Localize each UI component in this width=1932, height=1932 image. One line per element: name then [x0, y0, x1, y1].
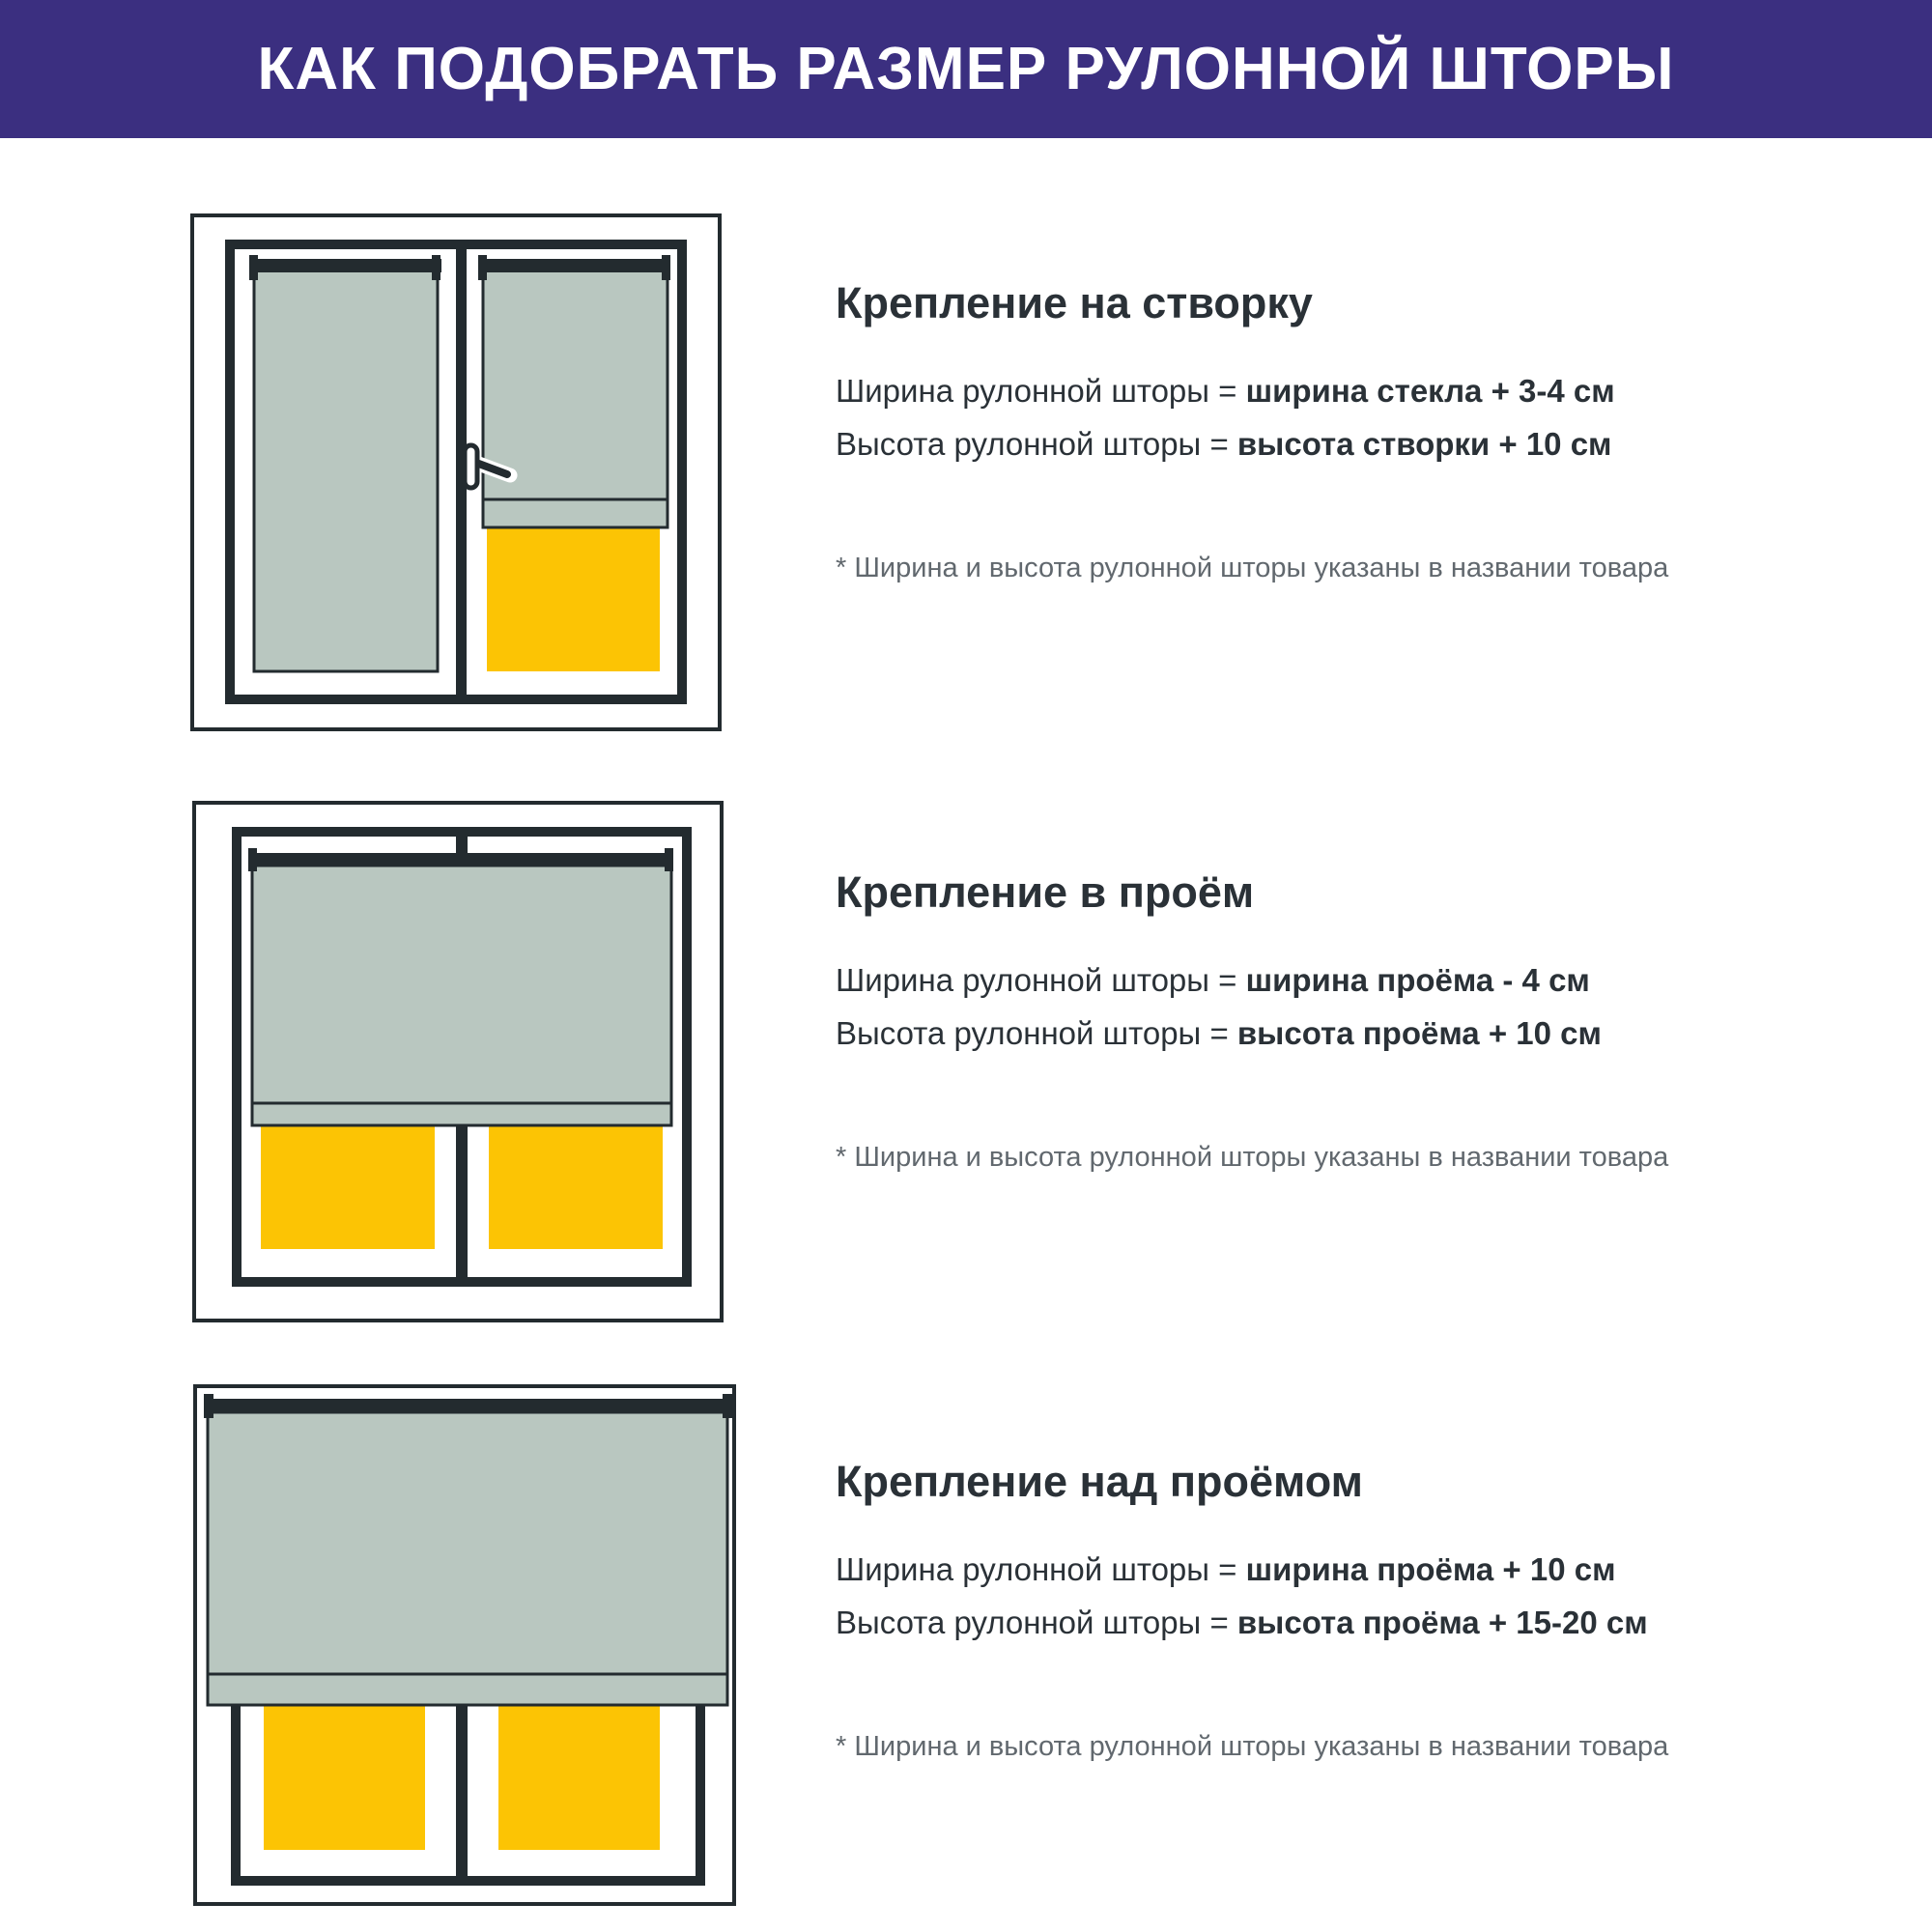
mounting-bracket — [249, 255, 258, 280]
height-formula — [836, 1605, 1648, 1641]
formula-value: ширина стекла + 3-4 см — [1245, 373, 1615, 409]
header-banner — [0, 0, 1932, 138]
glass-pane — [498, 1705, 660, 1850]
height-formula — [836, 426, 1611, 463]
section-footnote: * Ширина и высота рулонной шторы указаны в названии товара — [836, 1731, 1669, 1762]
formula-value: ширина проёма - 4 см — [1245, 962, 1590, 998]
mounting-bar — [206, 1399, 730, 1412]
formula-prefix: Высота рулонной шторы = — [836, 1015, 1229, 1051]
formula-value: высота створки + 10 см — [1236, 426, 1612, 462]
mounting-bracket — [248, 848, 257, 871]
width-formula — [836, 1551, 1615, 1588]
mounting-bracket — [478, 255, 487, 280]
page-title: КАК ПОДОБРАТЬ РАЗМЕР РУЛОННОЙ ШТОРЫ — [257, 36, 1675, 102]
mounting-bracket — [662, 255, 670, 280]
diagram-blind-in-opening-icon — [192, 801, 724, 1322]
glass-pane — [487, 527, 660, 671]
glass-pane — [489, 1125, 663, 1249]
section-heading: Крепление в проём — [836, 867, 1255, 917]
blind-fabric-left — [254, 270, 438, 671]
width-formula — [836, 373, 1615, 410]
width-formula — [836, 962, 1590, 999]
formula-prefix: Ширина рулонной шторы = — [836, 962, 1237, 998]
diagram-blind-above-opening-icon — [193, 1384, 736, 1906]
formula-prefix: Высота рулонной шторы = — [836, 1605, 1229, 1640]
formula-value: высота проёма + 10 см — [1236, 1015, 1602, 1051]
blind-bottom-rail — [483, 499, 668, 527]
blind-bottom-rail — [208, 1674, 727, 1705]
blind-bottom-rail — [252, 1103, 671, 1125]
glass-pane — [264, 1705, 425, 1850]
blind-fabric-right — [483, 270, 668, 499]
formula-prefix: Высота рулонной шторы = — [836, 426, 1229, 462]
window-illustration — [190, 213, 722, 731]
formula-value: высота проёма + 15-20 см — [1236, 1605, 1648, 1640]
window-illustration — [192, 801, 724, 1322]
section-heading: Крепление на створку — [836, 278, 1313, 327]
formula-value: ширина проёма + 10 см — [1245, 1551, 1616, 1587]
blind-fabric — [208, 1412, 727, 1674]
window-illustration — [193, 1384, 736, 1906]
mounting-bracket — [432, 255, 440, 280]
blind-fabric — [252, 866, 671, 1103]
glass-pane — [261, 1125, 435, 1249]
mounting-bar — [251, 259, 441, 272]
section-footnote: * Ширина и высота рулонной шторы указаны в названии товара — [836, 1142, 1669, 1173]
mounting-bar — [480, 259, 670, 272]
formula-prefix: Ширина рулонной шторы = — [836, 373, 1237, 409]
mounting-bracket — [723, 1394, 732, 1418]
mounting-bracket — [665, 848, 673, 871]
height-formula — [836, 1015, 1602, 1052]
section-footnote: * Ширина и высота рулонной шторы указаны в названии товара — [836, 553, 1669, 583]
mounting-bar — [250, 853, 673, 866]
diagram-blind-on-sash-icon — [190, 213, 722, 731]
mounting-bracket — [204, 1394, 213, 1418]
formula-prefix: Ширина рулонной шторы = — [836, 1551, 1237, 1587]
section-heading: Крепление над проёмом — [836, 1457, 1363, 1506]
